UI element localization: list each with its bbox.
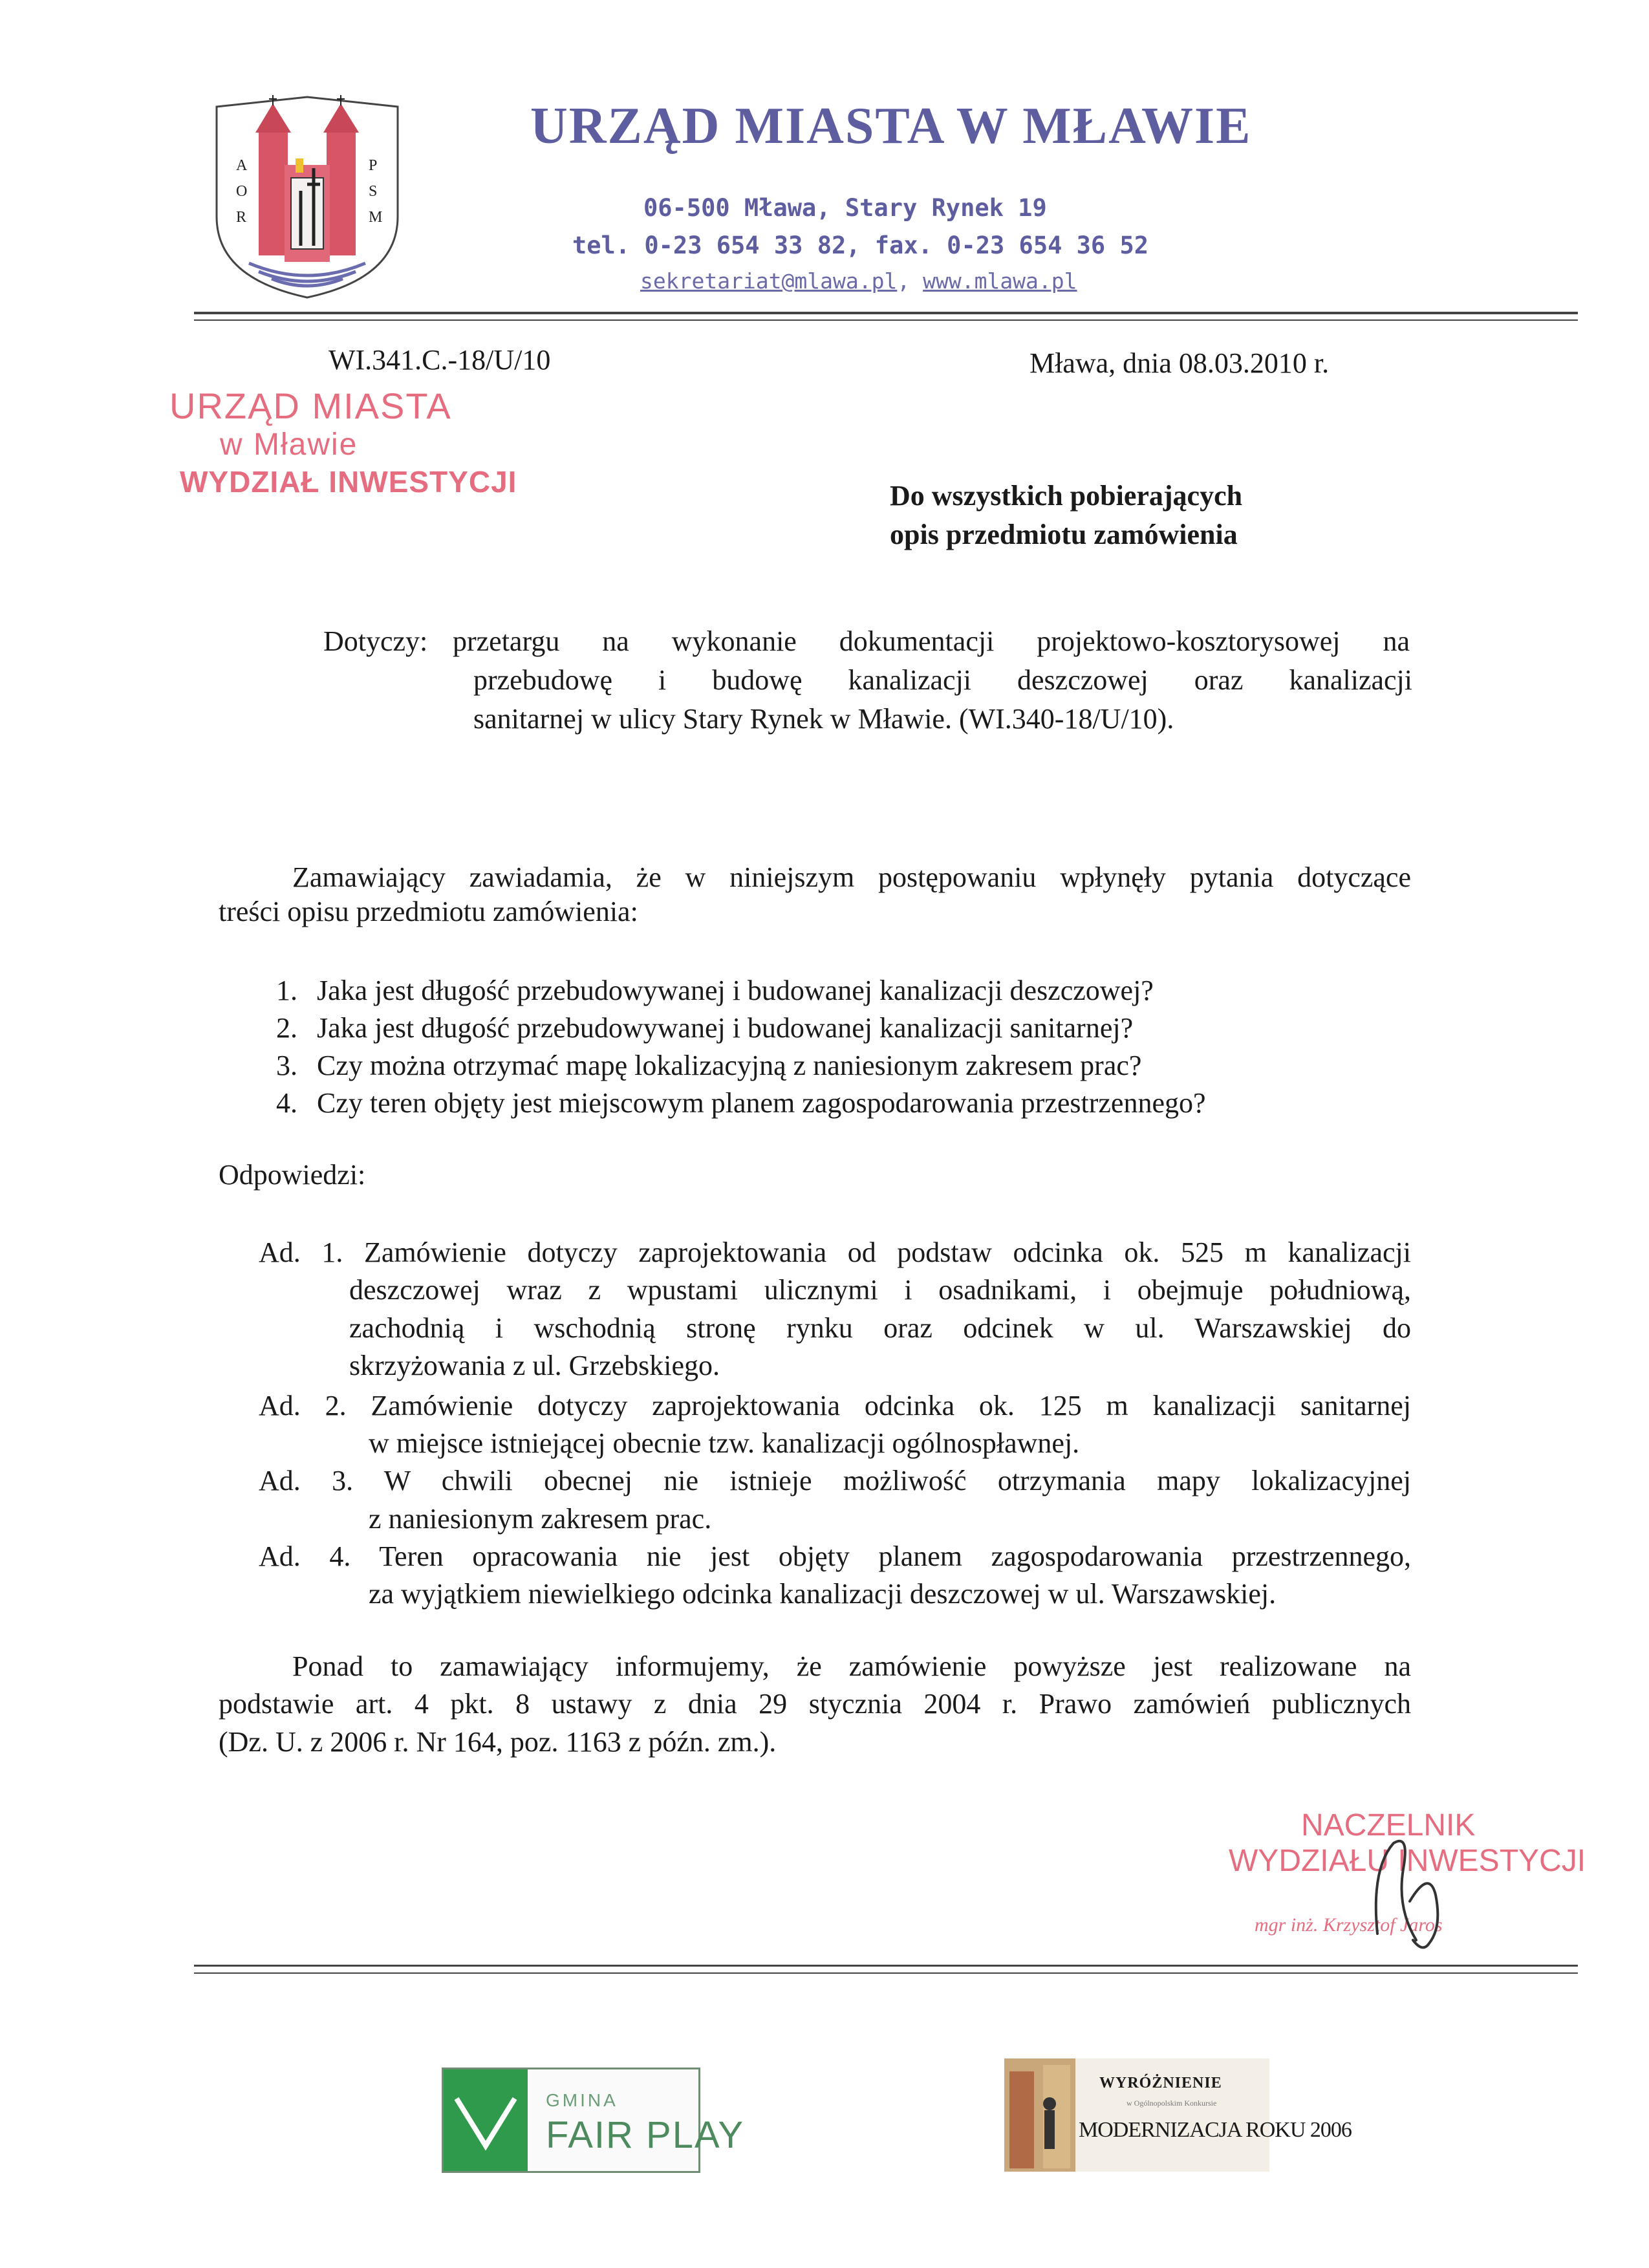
coat-letter: A [236,157,248,174]
question-number: 2. [276,1012,297,1044]
coat-letter: R [236,209,247,226]
website-link[interactable]: www.mlawa.pl [923,268,1077,294]
department-stamp-line: WYDZIAŁ INWESTYCJI [180,465,517,499]
question-text: Jaka jest długość przebudowywanej i budowanej kanalizacji deszczowej? [317,975,1154,1006]
question-number: 3. [276,1050,297,1081]
footer-rule [194,1972,1578,1974]
award-figure-icon [1004,2058,1075,2172]
coat-of-arms-logo [210,94,404,301]
subject-line: przebudowę i budowę kanalizacji deszczowej oraz kanalizacji [473,664,1412,696]
letter-date: Mława, dnia 08.03.2010 r. [1029,347,1330,379]
intro-line: Zamawiający zawiadamia, że w niniejszym postępowaniu wpłynęły pytania dotyczące [292,861,1411,893]
fair-play-small-text: GMINA [546,2090,618,2110]
address: 06-500 Mława, Stary Rynek 19 [643,194,1047,222]
contact-links [640,268,1077,294]
answers-label: Odpowiedzi: [219,1159,366,1191]
question-text: Czy można otrzymać mapę lokalizacyjną z naniesionym zakresem prac? [317,1050,1142,1081]
fair-play-v-icon [444,2069,528,2171]
handwritten-signature [1332,1830,1487,1960]
footer-rule [194,1965,1578,1967]
award-title: WYRÓŻNIENIE [1099,2075,1222,2091]
header-rule [194,312,1578,314]
question-text: Jaka jest długość przebudowywanej i budowanej kanalizacji sanitarnej? [317,1012,1134,1044]
answer-line: w miejsce istniejącej obecnie tzw. kanalizacji ogólnospławnej. [369,1427,1080,1459]
answer-line: Ad. 3. W chwili obecnej nie istnieje możliwość otrzymania mapy lokalizacyjnej [259,1465,1411,1496]
intro-line: treści opisu przedmiotu zamówienia: [219,896,638,927]
department-stamp-line: w Mławie [220,427,358,462]
signature-stamp-line: NACZELNIK [1301,1808,1476,1842]
answer-line: z naniesionym zakresem prac. [369,1503,712,1535]
phone-fax: tel. 0-23 654 33 82, fax. 0-23 654 36 52 [572,232,1149,259]
header-rule [194,319,1578,321]
award-main-text: MODERNIZACJA ROKU 2006 [1079,2118,1352,2142]
question-text: Czy teren objęty jest miejscowym planem zagospodarowania przestrzennego? [317,1087,1206,1119]
coat-letter: P [369,157,378,174]
signature-stamp-line: WYDZIAŁU INWESTYCJI [1229,1844,1586,1878]
coat-letter: S [369,183,378,200]
recipient-line: opis przedmiotu zamówienia [890,519,1238,550]
reference-number: WI.341.C.-18/U/10 [329,344,551,376]
answer-line: skrzyżowania z ul. Grzebskiego. [349,1350,720,1381]
award-subtitle: w Ogólnopolskim Konkursie [1126,2099,1217,2108]
closing-line: (Dz. U. z 2006 r. Nr 164, poz. 1163 z późn. zm.). [219,1726,777,1758]
question-number: 1. [276,975,297,1006]
org-name: URZĄD MIASTA W MŁAWIE [530,98,1252,155]
closing-line: podstawie art. 4 pkt. 8 ustawy z dnia 29 stycznia 2004 r. Prawo zamówień publicznych [219,1688,1411,1720]
closing-line: Ponad to zamawiający informujemy, że zamówienie powyższe jest realizowane na [292,1650,1411,1682]
coat-letter: M [369,209,383,226]
subject-line: przetargu na wykonanie dokumentacji projektowo-kosztorysowej na [453,625,1410,657]
link-separator: , [897,268,911,294]
subject-line: sanitarnej w ulicy Stary Rynek w Mławie. (WI.340-18/U/10). [473,703,1174,735]
department-stamp-line: URZĄD MIASTA [169,385,452,426]
question-number: 4. [276,1087,297,1119]
signature-stamp-name: mgr inż. Krzysztof Jaros [1255,1914,1443,1936]
answer-line: Ad. 2. Zamówienie dotyczy zaprojektowania odcinka ok. 125 m kanalizacji sanitarnej [259,1390,1411,1421]
subject-label: Dotyczy: [323,625,428,657]
coat-letter: O [236,183,248,200]
answer-line: Ad. 1. Zamówienie dotyczy zaprojektowania od podstaw odcinka ok. 525 m kanalizacji [259,1237,1411,1268]
answer-line: zachodnią i wschodnią stronę rynku oraz odcinek w ul. Warszawskiej do [349,1312,1411,1344]
answer-line: za wyjątkiem niewielkiego odcinka kanalizacji deszczowej w ul. Warszawskiej. [369,1578,1277,1610]
answer-line: Ad. 4. Teren opracowania nie jest objęty planem zagospodarowania przestrzennego, [259,1540,1411,1572]
answer-line: deszczowej wraz z wpustami ulicznymi i osadnikami, i obejmuje południową, [349,1274,1411,1306]
email-link[interactable]: sekretariat@mlawa.pl [640,268,898,294]
recipient-line: Do wszystkich pobierających [890,480,1243,512]
fair-play-big-text: FAIR PLAY [546,2114,745,2156]
